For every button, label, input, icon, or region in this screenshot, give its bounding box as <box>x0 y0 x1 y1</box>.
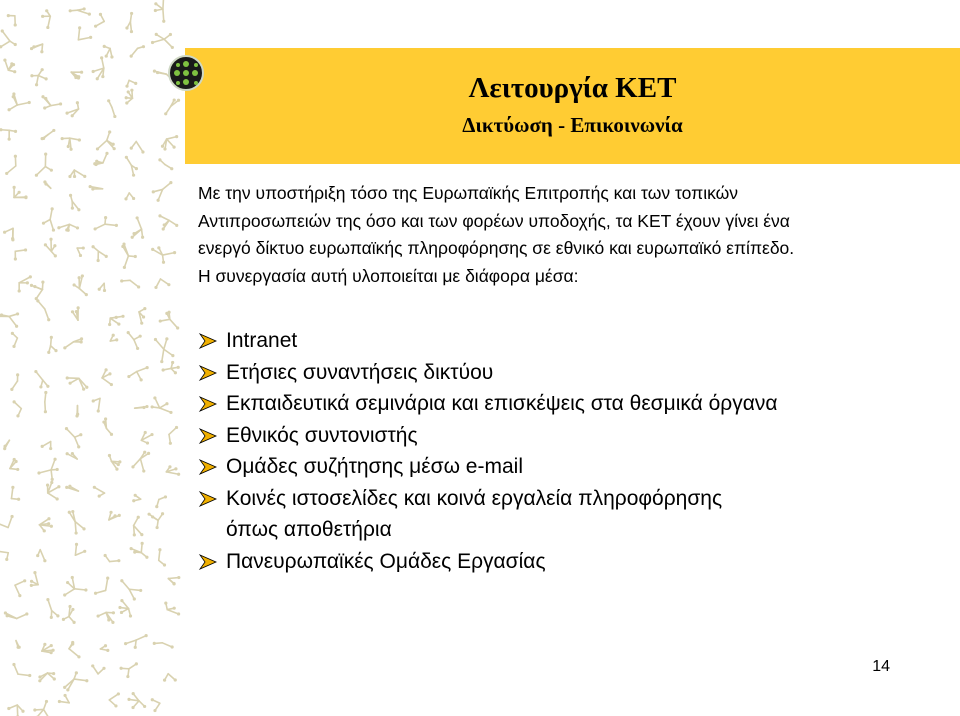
list-item-text: όπως αποθετήρια <box>226 518 392 541</box>
list-item-text: Ετήσιες συναντήσεις δικτύου <box>226 360 494 384</box>
arrowhead-bullet-icon <box>198 428 218 444</box>
arrowhead-bullet-icon <box>198 459 218 475</box>
slide-title: Λειτουργία KET <box>468 72 677 104</box>
arrowhead-bullet-icon <box>198 365 218 381</box>
arrowhead-bullet-icon <box>198 554 218 570</box>
arrowhead-bullet-icon <box>198 333 218 349</box>
list-item <box>198 388 938 420</box>
page-number: 14 <box>872 658 890 675</box>
bullet-list <box>198 325 938 577</box>
list-item-text: Ομάδες συζήτησης μέσω e-mail <box>226 455 523 478</box>
list-item <box>198 420 938 452</box>
molecule-pattern-icon <box>0 0 190 716</box>
list-item-text: Πανευρωπαϊκές Ομάδες Εργασίας <box>226 549 546 573</box>
intro-line: Η συνεργασία αυτή υλοποιείται με διάφορα μέσα: <box>198 265 579 286</box>
list-item <box>198 483 938 515</box>
arrowhead-bullet-icon <box>198 396 218 412</box>
decorative-side-pattern <box>0 0 190 716</box>
intro-paragraph <box>198 180 938 290</box>
list-item-text: Intranet <box>226 329 298 352</box>
list-item <box>198 451 938 483</box>
list-item <box>198 325 938 357</box>
intro-line: Με την υποστήριξη τόσο της Ευρωπαϊκής Επιτροπής και των τοπικών <box>198 183 739 203</box>
list-item-text: Κοινές ιστοσελίδες και κοινά εργαλεία πληροφόρησης <box>226 486 723 510</box>
list-item-text: Εκπαιδευτικά σεμινάρια και επισκέψεις στα θεσμικά όργανα <box>226 392 778 415</box>
list-item-text: Εθνικός συντονιστής <box>226 423 418 447</box>
list-item <box>198 357 938 389</box>
title-banner <box>185 48 960 164</box>
slide-subtitle: Δικτύωση - Επικοινωνία <box>462 113 683 137</box>
list-item-continuation <box>198 514 938 546</box>
intro-line: ενεργό δίκτυο ευρωπαϊκής πληροφόρησης σε εθνικό και ευρωπαϊκό επίπεδο. <box>198 238 795 258</box>
list-item <box>198 546 938 578</box>
intro-line: Αντιπροσωπειών της όσο και των φορέων υποδοχής, τα ΚΕΤ έχουν γίνει ένα <box>198 210 790 231</box>
arrowhead-bullet-icon <box>198 491 218 507</box>
